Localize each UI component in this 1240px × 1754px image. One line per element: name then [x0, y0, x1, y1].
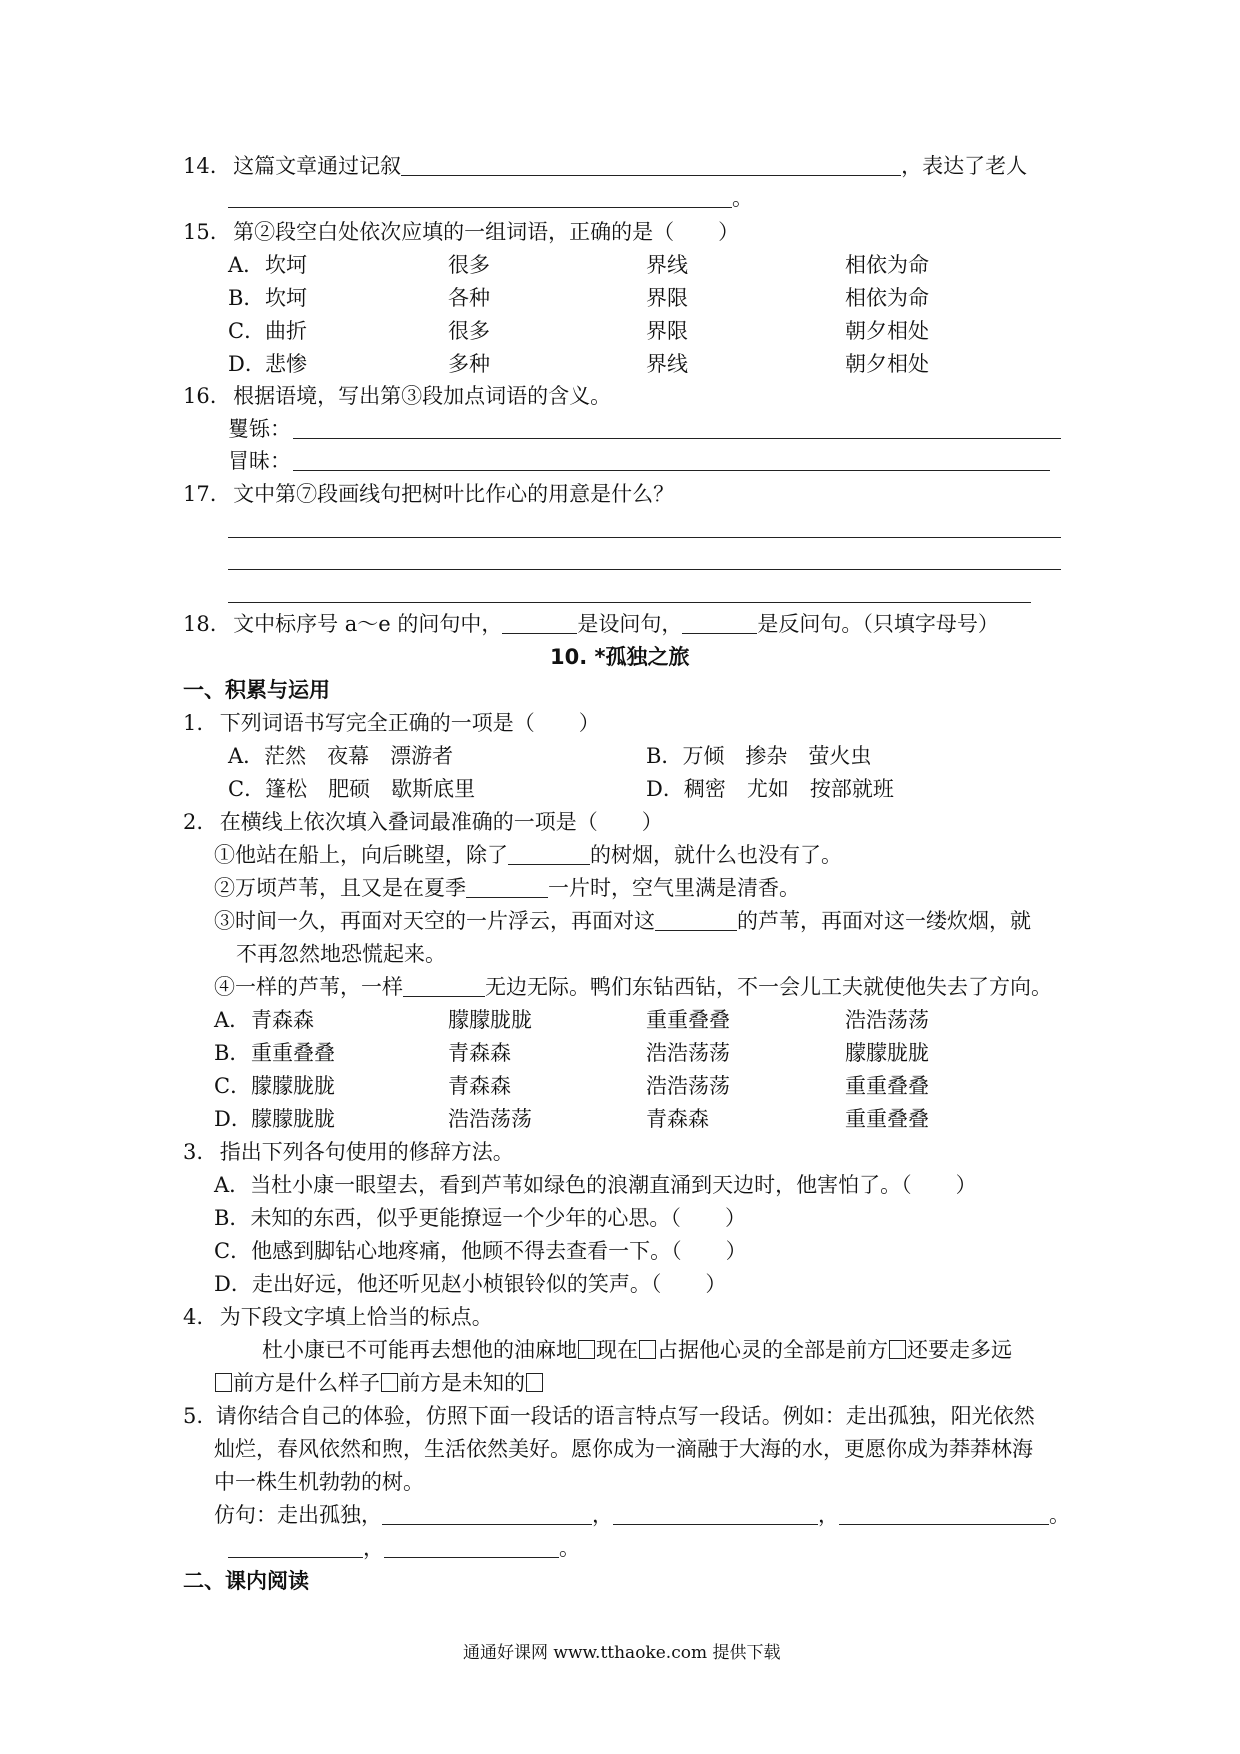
s2-blank-4[interactable] [403, 996, 485, 997]
s5-blank-3[interactable] [839, 1524, 1049, 1525]
footer-credit: 通通好课网 www.tthaoke.com 提供下载 [463, 1643, 781, 1663]
q16-answer-line-1[interactable] [293, 438, 1061, 439]
s2-sentence-3-cont: 不再忽然地恐慌起来。 [236, 942, 446, 966]
section-title: 10. *孤独之旅 [550, 645, 690, 669]
s4-punct-box-1[interactable] [578, 1340, 595, 1359]
s4-punct-box-5[interactable] [381, 1373, 398, 1392]
s4-punct-box-6[interactable] [526, 1373, 543, 1392]
s1-option-c[interactable]: C．篷松 肥硕 歇斯底里 [228, 777, 476, 801]
s5-question-line-2: 灿烂，春风依然和煦，生活依然美好。愿你成为一滴融于大海的水，更愿你成为莽莽林海 [214, 1437, 1033, 1461]
s2-question: 2. 在横线上依次填入叠词最准确的一项是（ ） [183, 810, 663, 834]
s4-punct-box-4[interactable] [215, 1373, 232, 1392]
s2-blank-1[interactable] [508, 864, 590, 865]
s2-blank-2[interactable] [466, 897, 548, 898]
q16-item-2-label: 冒昧： [228, 449, 291, 473]
s3-item-a: A．当杜小康一眼望去，看到芦苇如绿色的浪潮直涌到天边时，他害怕了。（ ） [214, 1173, 977, 1197]
s3-item-d: D．走出好远，他还听见赵小桢银铃似的笑声。（ ） [214, 1272, 727, 1296]
s4-passage-line-1: 杜小康已不可能再去想他的油麻地 现在 占据他心灵的全部是前方 还要走多远 [262, 1338, 1012, 1362]
s5-question-line-1: 5. 请你结合自己的体验，仿照下面一段话的语言特点写一段话。例如：走出孤独，阳光依然 [183, 1404, 1035, 1428]
part2-heading: 二、课内阅读 [183, 1569, 309, 1593]
s2-sentence-3: ③时间一久，再面对天空的一片浮云，再面对这 的芦苇，再面对这一缕炊烟，就 [214, 909, 1031, 933]
q18-question: 18. 文中标序号 a～e 的问句中， 是设问句， 是反问句。（只填字母号） [183, 612, 999, 636]
q18-blank-1[interactable] [502, 633, 577, 634]
s5-blank-4[interactable] [228, 1557, 363, 1558]
q17-answer-line-1[interactable] [228, 537, 1061, 538]
q17-answer-line-2[interactable] [228, 569, 1061, 570]
q14-line2: 。 [228, 188, 753, 209]
q17-question: 17. 文中第⑦段画线句把树叶比作心的用意是什么？ [183, 482, 675, 506]
s3-item-c: C．他感到脚钻心地疼痛，他顾不得去查看一下。（ ） [214, 1239, 747, 1263]
s2-sentence-1: ①他站在船上，向后眺望，除了 的树烟，就什么也没有了。 [214, 843, 842, 867]
s2-sentence-4: ④一样的芦苇，一样 无边无际。鸭们东钻西钻，不一会儿工夫就使他失去了方向。 [214, 975, 1052, 999]
s5-blank-5[interactable] [384, 1557, 559, 1558]
s5-imitate-line-2: ， 。 [228, 1538, 580, 1559]
s2-sentence-2: ②万顷芦苇，且又是在夏季 一片时，空气里满是清香。 [214, 876, 800, 900]
q15-question: 15. 第②段空白处依次应填的一组词语，正确的是（ ） [183, 220, 740, 244]
s4-punct-box-3[interactable] [889, 1340, 906, 1359]
part1-heading: 一、积累与运用 [183, 678, 330, 702]
q14-blank-2[interactable] [228, 207, 732, 208]
q14-blank-1[interactable] [401, 175, 901, 176]
s4-question: 4. 为下段文字填上恰当的标点。 [183, 1305, 493, 1329]
q14-line1: 14. 这篇文章通过记叙 ，表达了老人 [183, 154, 1028, 178]
s4-passage-line-2: 前方是什么样子 前方是未知的 [214, 1373, 544, 1394]
q17-answer-line-3[interactable] [228, 602, 1031, 603]
s5-imitate-line-1: 仿句：走出孤独， ， ， 。 [214, 1503, 1070, 1527]
s1-option-b[interactable]: B．万倾 掺杂 萤火虫 [646, 744, 872, 768]
s5-question-line-3: 中一株生机勃勃的树。 [214, 1470, 424, 1494]
s3-item-b: B．未知的东西，似乎更能撩逗一个少年的心思。（ ） [214, 1206, 746, 1230]
q16-question: 16. 根据语境，写出第③段加点词语的含义。 [183, 384, 612, 408]
q16-answer-line-2[interactable] [293, 470, 1050, 471]
s1-option-d[interactable]: D．稠密 尤如 按部就班 [646, 777, 894, 801]
s1-option-a[interactable]: A．茫然 夜幕 漂游者 [228, 744, 454, 768]
s5-blank-2[interactable] [613, 1524, 818, 1525]
s1-question: 1. 下列词语书写完全正确的一项是（ ） [183, 711, 600, 735]
q18-blank-2[interactable] [682, 633, 757, 634]
q14-number: 14. [183, 154, 217, 178]
s2-blank-3[interactable] [655, 930, 737, 931]
s3-question: 3. 指出下列各句使用的修辞方法。 [183, 1140, 514, 1164]
q16-item-1-label: 矍铄： [228, 417, 291, 441]
s5-blank-1[interactable] [382, 1524, 592, 1525]
s4-punct-box-2[interactable] [639, 1340, 656, 1359]
